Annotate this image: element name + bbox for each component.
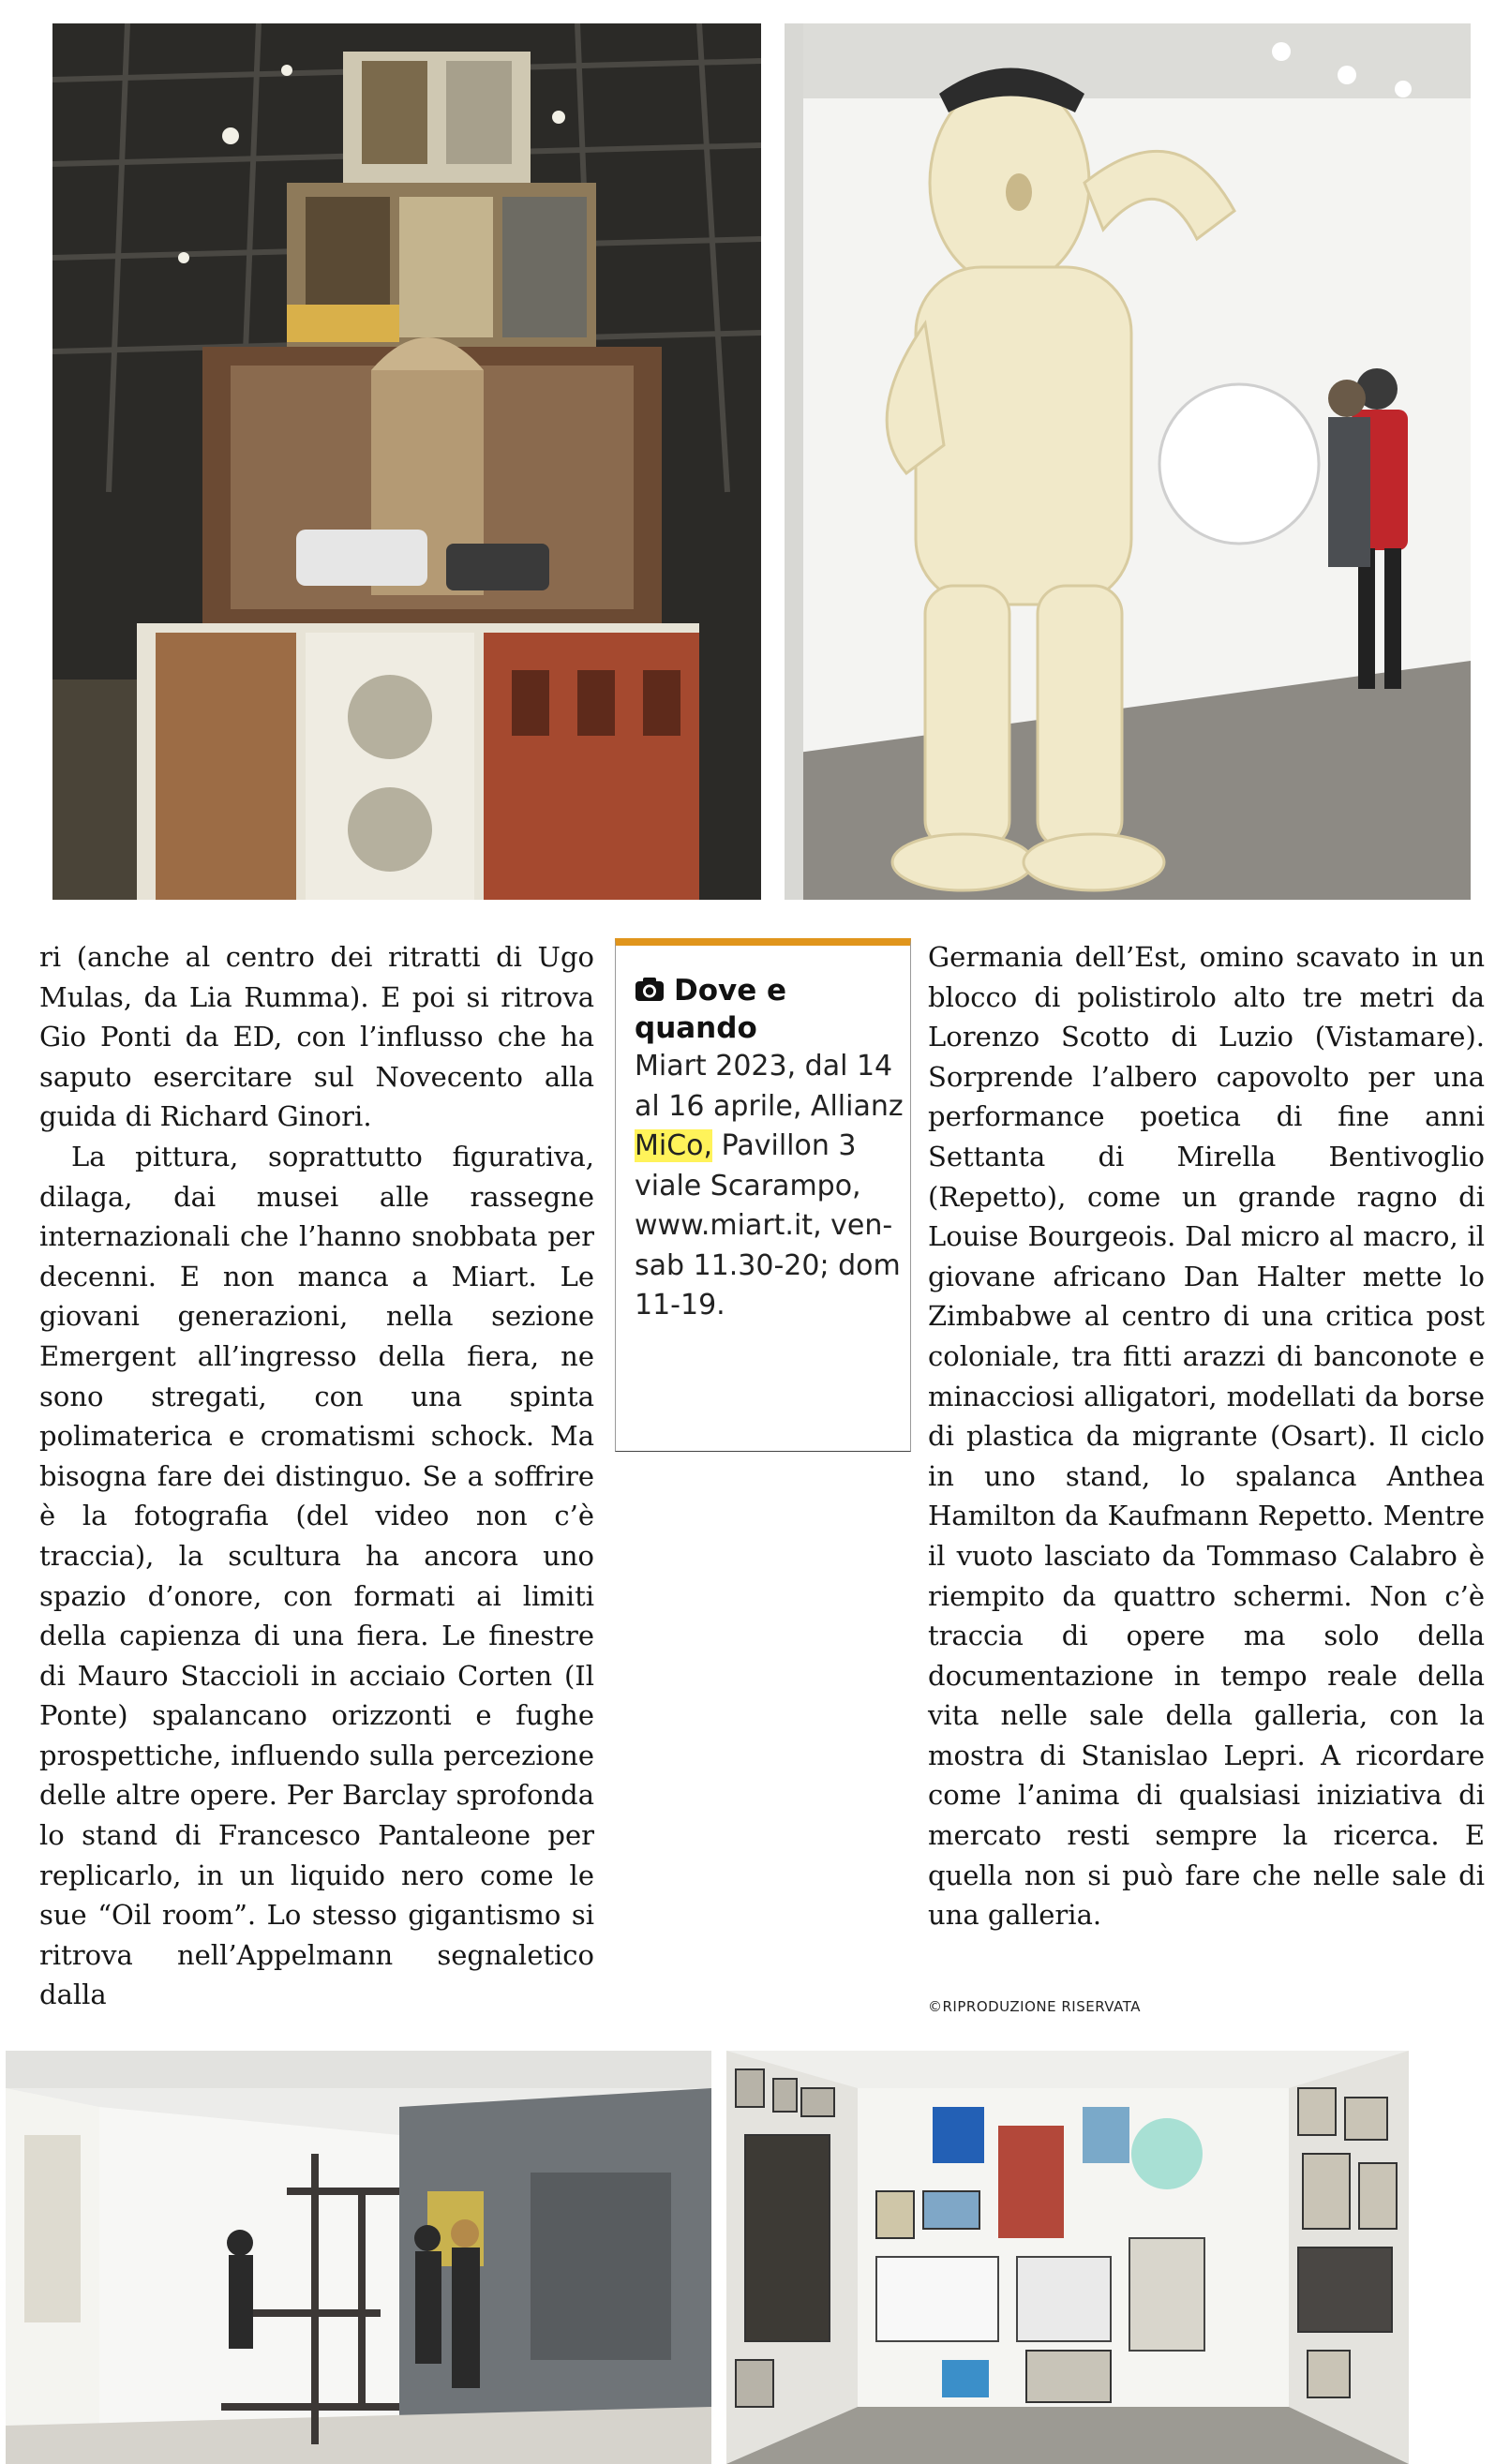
info-box-heading <box>635 972 910 1047</box>
article-column-left <box>39 937 594 2015</box>
photo-cake-tower <box>52 23 761 900</box>
info-box-dove-e-quando <box>615 938 911 1452</box>
photo-gallery-wall <box>726 2051 1409 2464</box>
photo-giant-figure <box>785 23 1471 900</box>
photo-window-installation <box>6 2051 711 2464</box>
copyright-notice: ©RIPRODUZIONE RISERVATA <box>928 1998 1141 2015</box>
info-box-text: Miart 2023, dal 14 al 16 aprile, Allianz <box>635 1050 904 1123</box>
info-box-text-cont: Pavillon 3 viale Scarampo, www.miart.it, ven-sab 11.30-20; dom 11-19. <box>635 1129 901 1322</box>
venue-highlight: MiCo, <box>635 1129 713 1162</box>
article-column-right <box>928 937 1485 1935</box>
article-paragraph: ri (anche al centro dei ritratti di Ugo Mulas, da Lia Rumma). E poi si ritrova Gio Ponti da ED, con l’influsso che ha saputo esercitare sul Novecento alla guida di Richard Ginori. <box>39 941 594 1133</box>
info-box-details <box>635 1047 906 1326</box>
article-paragraph: Germania dell’Est, omino scavato in un blocco di polistirolo alto tre metri da Lorenzo Scotto di Luzio (Vistamare). Sorprende l’albero capovolto per una performance poetica di fine anni Settanta di Mirella Bentivoglio (Repetto), come un grande ragno di Louise Bourgeois. Dal micro al macro, il giovane africano Dan Halter mette lo Zimbabwe al centro di una critica post coloniale, tra fitti arazzi di banconote e minacciosi alligatori, modellati da borse di plastica da migrante (Osart). Il ciclo in uno stand, lo spalanca Anthea Hamilton da Kaufmann Repetto. Mentre il vuoto lasciato da Tommaso Calabro è riempito da quattro schermi. Non c’è traccia di opere ma solo della documentazione in tempo reale della vita nelle sale della galleria, con la mostra di Stanislao Lepri. A ricordare come l’anima di qualsiasi iniziativa di mercato resti sempre la ricerca. E quella non si può fare che nelle sale di una galleria. <box>928 941 1485 1932</box>
article-paragraph: La pittura, soprattutto figurativa, dilaga, dai musei alle rassegne internazionali che l’hanno snobbata per decenni. E non manca a Miart. Le giovani generazioni, nella sezione Emergent all’ingresso della fiera, ne sono stregati, con una spinta polimaterica e cromatismi schock. Ma bisogna fare dei distinguo. Se a soffrire è la fotografia (del video non c’è traccia), la scultura ha ancora uno spazio d’onore, con formati ai limiti della capienza di una fiera. Le finestre di Mauro Staccioli in acciaio Corten (Il Ponte) spalancano orizzonti e fughe prospettiche, influendo sulla percezione delle altre opere. Per Barclay sprofonda lo stand di Francesco Pantaleone per replicarlo, in un liquido nero come le sue “Oil room”. Lo stesso gigantismo si ritrova nell’Appelmann segnaletico dalla <box>39 1140 594 2011</box>
camera-icon <box>635 974 665 998</box>
info-box-title: Dove e quando <box>635 974 787 1045</box>
